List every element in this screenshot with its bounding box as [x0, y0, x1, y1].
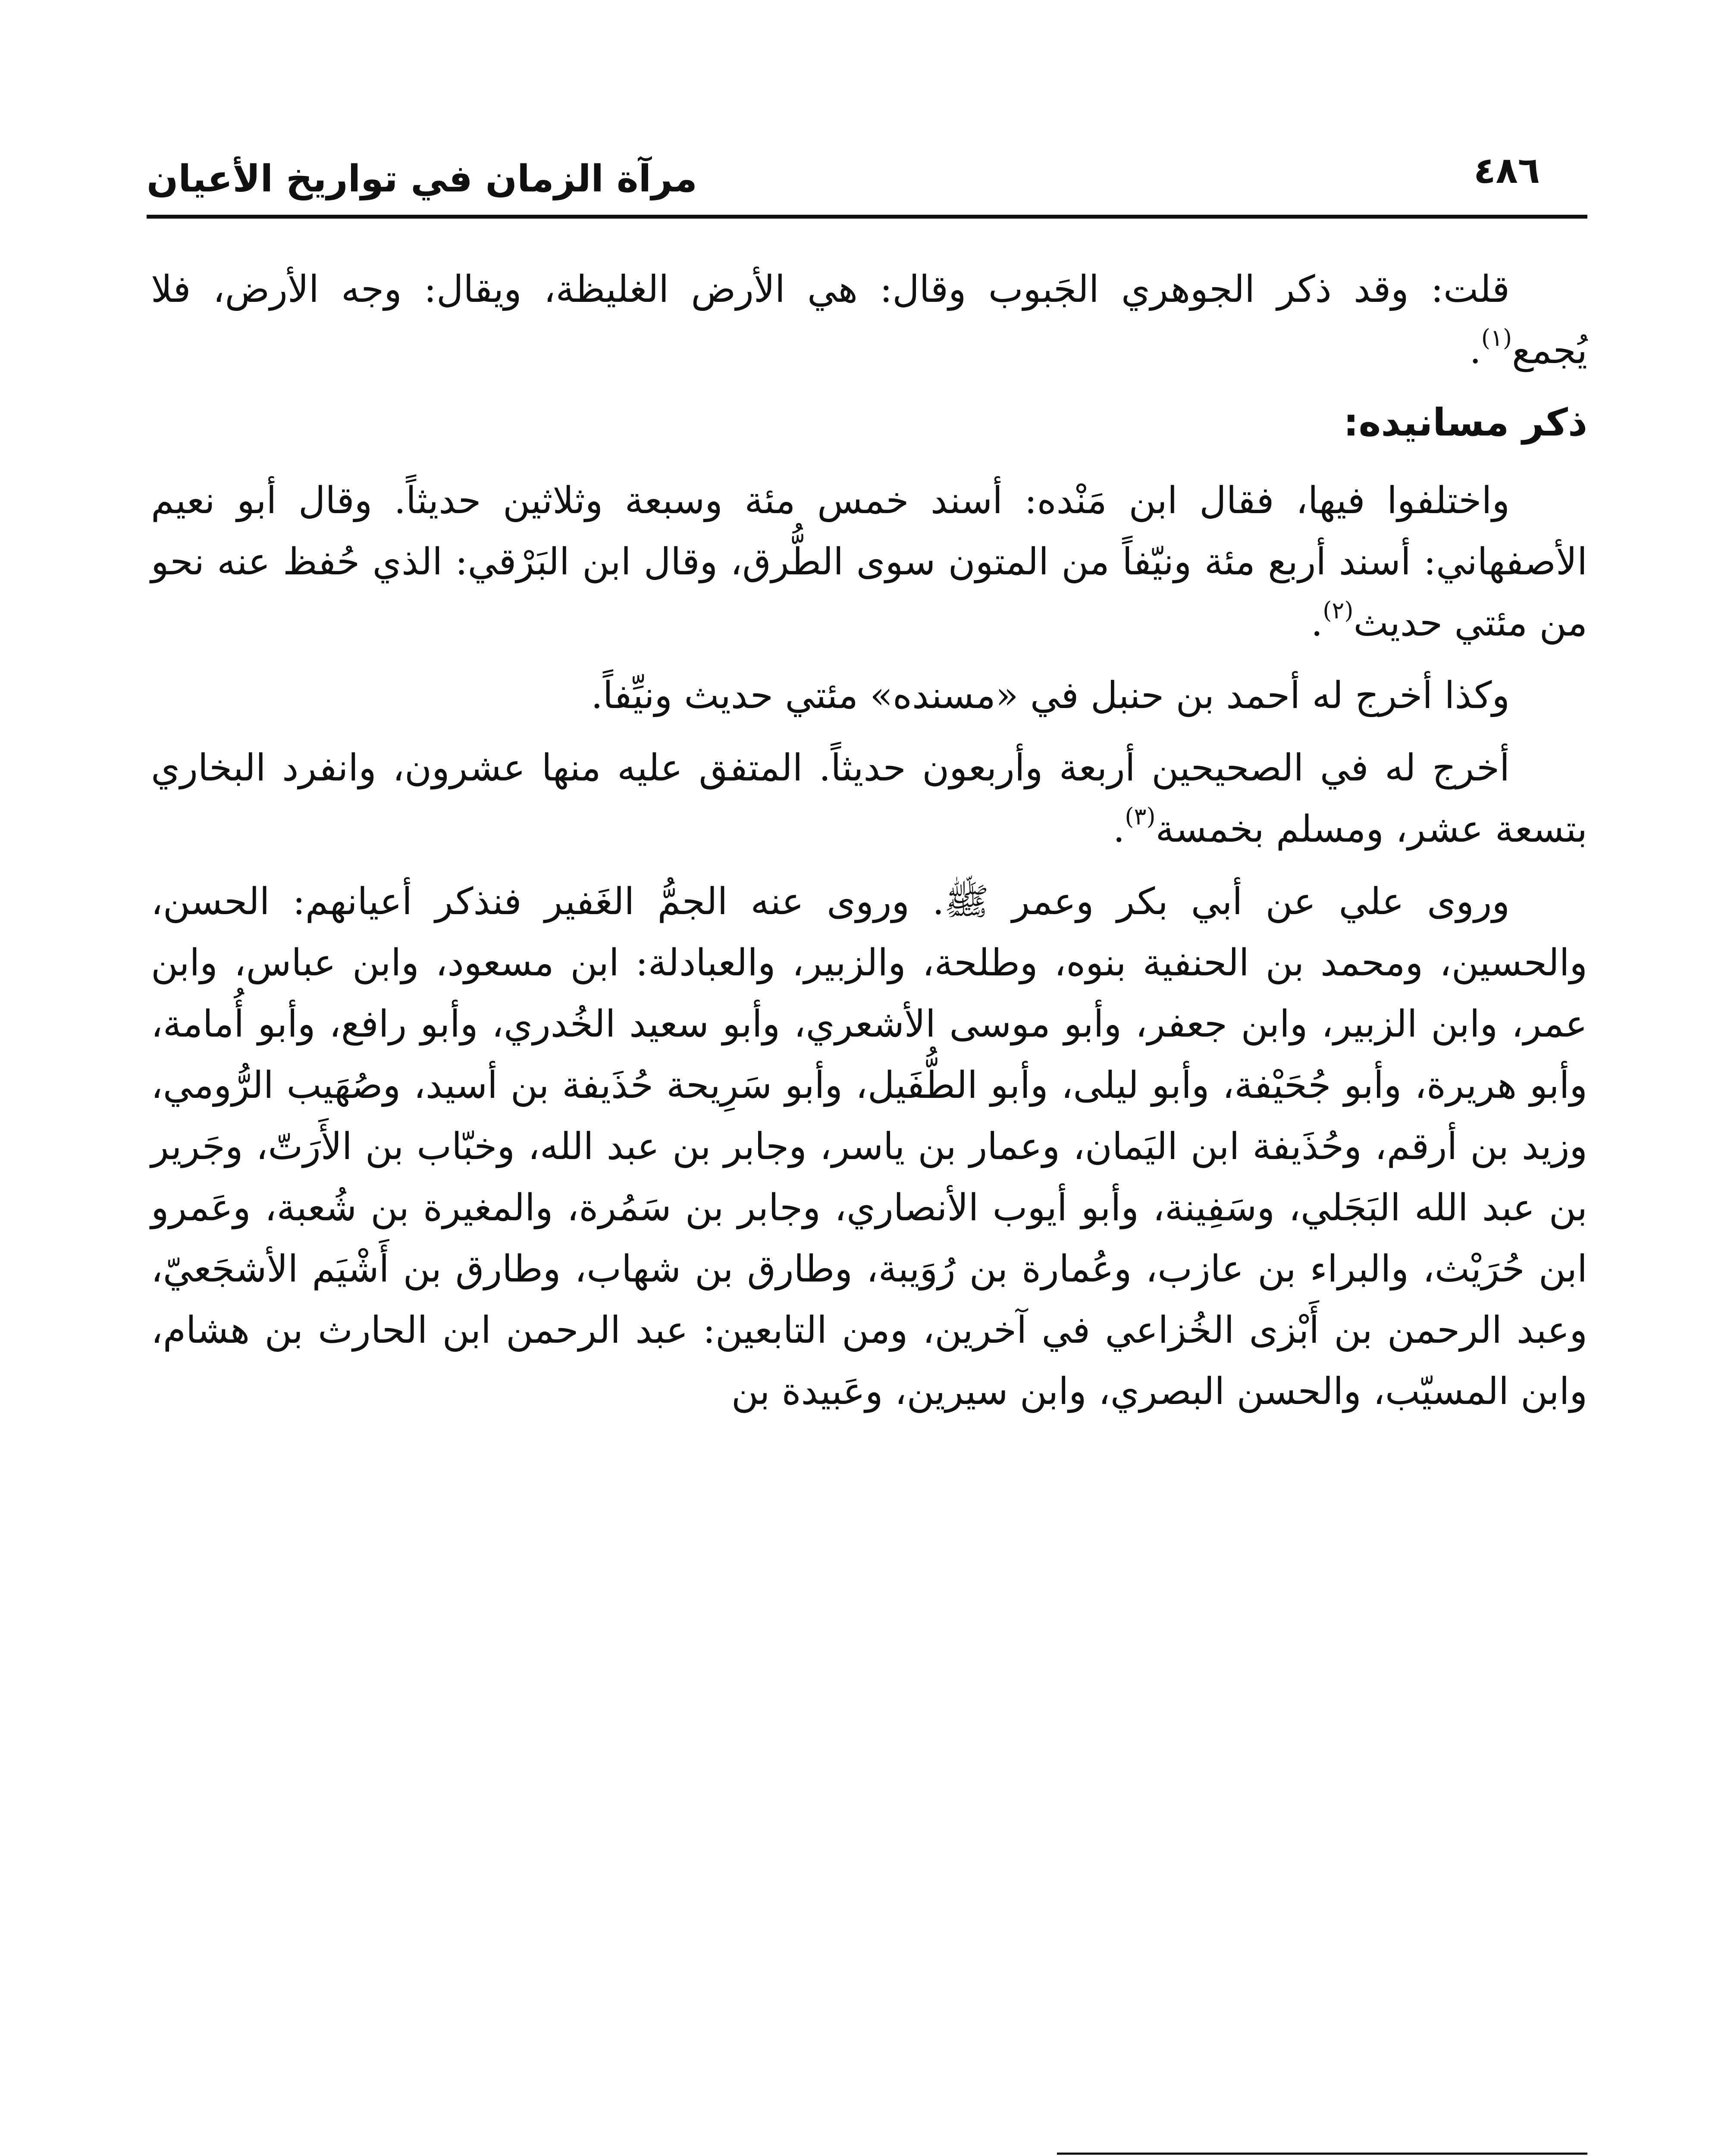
paragraph-end: . [1469, 329, 1481, 372]
paragraph-text: وروى علي عن أبي بكر وعمر ﷺ. وروى عنه الجمُّ الغَفير فنذكر أعيانهم: الحسن، والحسين، ومحمد بن الحنفية بنوه، وطلحة، والزبير، والعبادلة: ابن مسعود، وابن عباس، وابن عمر، وابن الزبير، وابن جعفر، وأبو موسى الأشعري، وأبو سعيد الخُدري، وأبو رافع، وأبو أُمامة، وأبو هريرة، وأبو جُحَيْفة، وأبو ليلى، وأبو الطُّفَيل، وأبو سَرِيحة حُذَيفة بن أسيد، وصُهَيب الرُّومي، وزيد بن أرقم، وحُذَيفة ابن اليَمان، وعمار بن ياسر، وجابر بن عبد الله، وخبّاب بن الأَرَتّ، وجَرير بن عبد الله البَجَلي، وسَفِينة، وأبو أيوب الأنصاري، وجابر بن سَمُرة، والمغيرة بن شُعبة، وعَمرو ابن حُرَيْث، والبراء بن عازب، وعُمارة بن رُوَيبة، وطارق بن شهاب، وطارق بن أَشْيَم الأشجَعيّ، وعبد الرحمن بن أَبْزى الخُزاعي في آخرين، ومن التابعين: عبد الرحمن ابن الحارث بن هشام، وابن المسيّب، والحسن البصري، وابن سيرين، وعَبيدة بن [151, 880, 1587, 1413]
paragraph-text: واختلفوا فيها، فقال ابن مَنْده: أسند خمس مئة وسبعة وثلاثين حديثاً. وقال أبو نعيم الأصفهاني: أسند أربع مئة ونيّفاً من المتون سوى الطُّرق، وقال ابن البَرْقي: الذي حُفظ عنه نحو من مئتي حديث [151, 479, 1587, 645]
running-header [147, 142, 1587, 224]
section-heading: ذكر مسانيده: [1343, 400, 1587, 445]
book-title: مرآة الزمان في تواريخ الأعيان [147, 157, 697, 201]
paragraph-5 [151, 871, 1587, 1422]
paragraph-text: وكذا أخرج له أحمد بن حنبل في «مسنده» مئتي حديث ونيِّفاً. [591, 674, 1510, 717]
main-text [151, 259, 1587, 1433]
paragraph-4 [151, 737, 1587, 860]
paragraph-end: . [1311, 602, 1323, 645]
footnote-separator [1057, 2153, 1587, 2155]
footnote-ref-2[interactable]: (٢) [1323, 597, 1354, 624]
footnote-ref-3[interactable]: (٣) [1125, 803, 1156, 830]
paragraph-end: . [1113, 808, 1125, 851]
footnote-ref-1[interactable]: (١) [1481, 324, 1512, 351]
paragraph-text: قلت: وقد ذكر الجوهري الجَبوب وقال: هي الأرض الغليظة، ويقال: وجه الأرض، فلا يُجمع [151, 268, 1587, 372]
paragraph-text: أخرج له في الصحيحين أربعة وأربعون حديثاً. المتفق عليه منها عشرون، وانفرد البخاري بتسعة عشر، ومسلم بخمسة [151, 746, 1587, 851]
page-number: ٤٨٦ [1474, 149, 1540, 191]
header-rule [147, 215, 1587, 219]
paragraph-1 [151, 259, 1587, 381]
paragraph-3 [151, 665, 1587, 726]
paragraph-2 [151, 470, 1587, 654]
